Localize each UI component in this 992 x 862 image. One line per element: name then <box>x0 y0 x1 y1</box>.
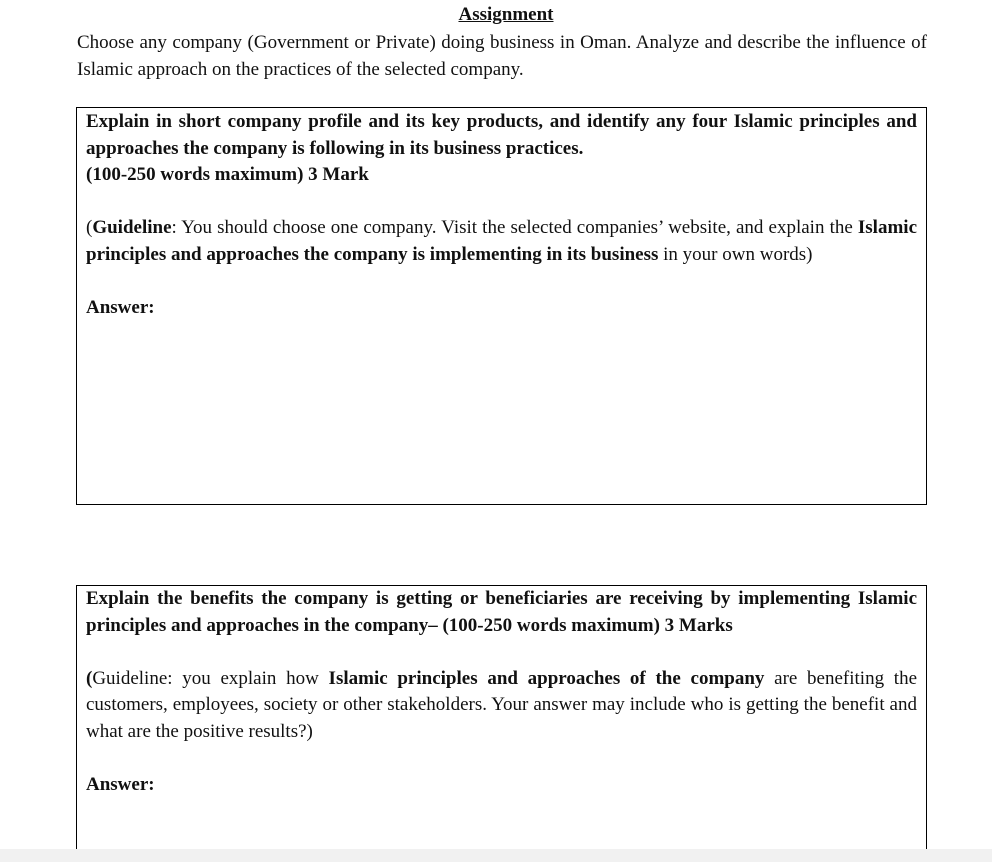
question-2-guideline: (Guideline: you explain how Islamic principles and approaches of the company are benefiting the customers, employees, society or other stakeholders. Your answer may include who is getting the benefit and what are the positive results?) <box>86 667 918 742</box>
spacer <box>86 639 917 666</box>
question-1-guideline: (Guideline: You should choose one company. Visit the selected companies’ website, and explain the Islamic principles and approaches the company is implementing in its business in your own words) <box>86 217 917 265</box>
question-1-answer-label: Answer: <box>86 296 155 318</box>
question-1-prompt: Explain in short company profile and its key products, and identify any four Islamic principles and approaches the company is following in its business practices. <box>86 111 917 159</box>
question-2-answer-label: Answer: <box>86 773 155 795</box>
question-1-box <box>76 107 927 505</box>
question-2-prompt: Explain the benefits the company is getting or beneficiaries are receiving by implementing Islamic principles and approaches in the company– (100-250 words maximum) 3 Marks <box>86 588 917 636</box>
question-2-box <box>76 585 927 849</box>
question-1-limit: (100-250 words maximum) 3 Mark <box>86 164 369 185</box>
spacer <box>86 189 917 216</box>
page-title: Assignment <box>458 4 554 25</box>
assignment-intro: Choose any company (Government or Private) doing business in Oman. Analyze and describe the influence of Islamic approach on the practices of the selected company. <box>77 32 927 80</box>
spacer <box>86 745 917 772</box>
spacer <box>86 268 917 295</box>
viewer-bottom-bar <box>0 849 992 862</box>
